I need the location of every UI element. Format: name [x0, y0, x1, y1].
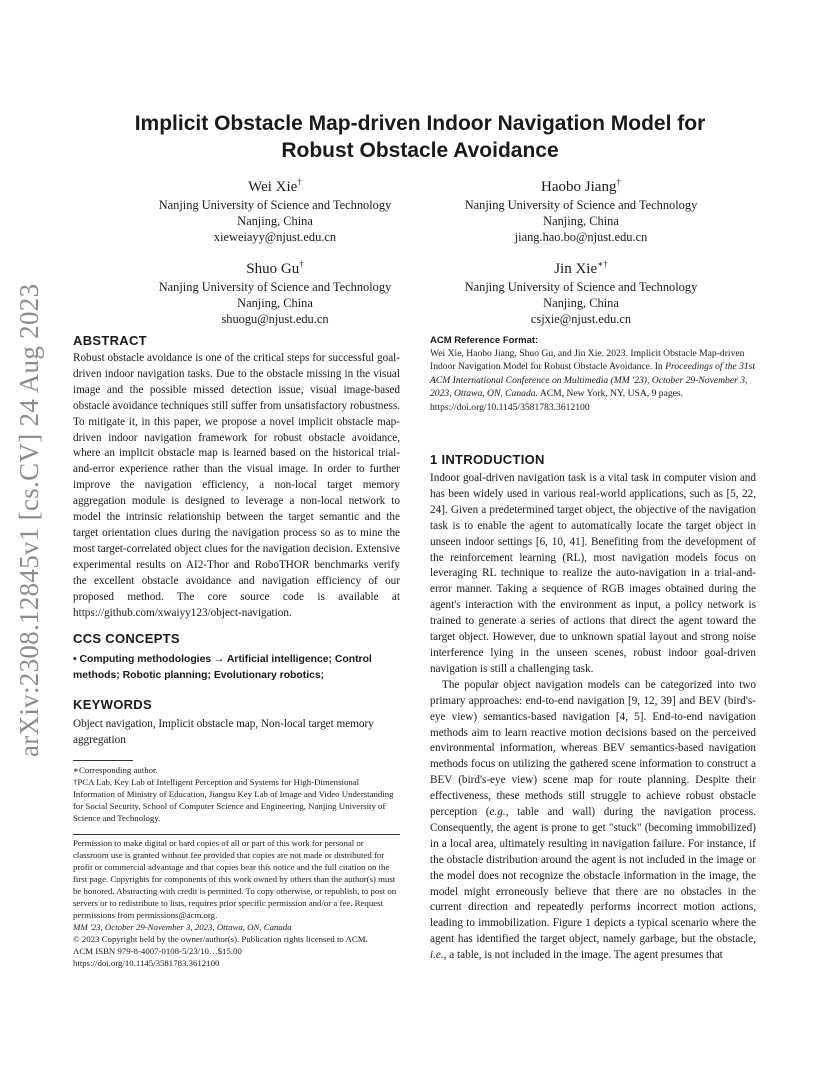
introduction-heading: 1 INTRODUCTION [430, 452, 545, 467]
author-name: Jin Xie [554, 261, 598, 277]
footnote-affiliation: †PCA Lab, Key Lab of Intelligent Perception and Systems for High-Dimensional Information of Ministry of Education, Jiangsu Key Lab of Image and Video Understanding for Social Security, School of Computer Science and Engineering, Nanjing University of Science and Technology. [73, 777, 394, 823]
paper-title-line-1: Implicit Obstacle Map-driven Indoor Navigation Model for [134, 112, 706, 135]
author-location: Nanjing, China [237, 214, 313, 228]
acm-reference-authors: Wei Xie, Haobo Jiang, Shuo Gu, and Jin Xie. 2023. Implicit Obstacle Map-driven Indoor Navigation Model for Robust Obstacle Avoidance. In [430, 348, 745, 373]
author-block-2 [416, 172, 746, 245]
author-affiliation: Nanjing University of Science and Technology [158, 198, 392, 212]
copyright-line: © 2023 Copyright held by the owner/author(s). Publication rights licensed to ACM. [73, 934, 368, 944]
acm-reference [430, 334, 756, 414]
permission-divider [73, 834, 400, 835]
introduction-paragraph-1: Indoor goal-driven navigation task is a vital task in computer vision and has been widely used in various real-world applications, such as [5, 22, 24]. Given a predetermined target object, the objective of the navigation task is to enable the agent to automatically locate the target object in unseen indoor settings [6, 10, 41]. Benefiting from the development of the reinforcement learning (RL), most navigation models focus on leveraging RL technique to realize the auto-navigation in a trial-and-error manner. Taking a sequence of RGB images obtained during the agent's interaction with the environment as input, a policy network is trained to generate a series of actions that direct the agent toward the target object. However, due to unknown spatial layout and strong noise interference lying in the unseen scenes, robust indoor goal-driven navigation is still a challenging task. [430, 472, 756, 675]
author-location: Nanjing, China [543, 214, 619, 228]
author-location: Nanjing, China [543, 296, 619, 310]
keywords-text: Object navigation, Implicit obstacle map, Non-local target memory aggregation [73, 718, 374, 746]
ccs-text: • Computing methodologies → Artificial intelligence; Control methods; Robotic planning; Evolutionary robotics; [73, 654, 372, 681]
doi-line: https://doi.org/10.1145/3581783.3612100 [73, 958, 220, 968]
author-affiliation: Nanjing University of Science and Technology [464, 198, 698, 212]
permission-block [73, 837, 400, 969]
author-location: Nanjing, China [237, 296, 313, 310]
author-affiliation: Nanjing University of Science and Technology [464, 280, 698, 294]
introduction-paragraph-2-part-c: , a table, is not included in the image. The agent presumes that [443, 949, 723, 962]
acm-reference-proceedings: Proceedings of the 31st ACM International Conference on Multimedia (MM '23), October 29-November 3, 2023, Ottawa, ON, Canada. [430, 361, 756, 400]
author-email: xieweiayy@njust.edu.cn [213, 230, 337, 244]
introduction-paragraph-2 [430, 678, 756, 964]
conference-line: MM '23, October 29-November 3, 2023, Ottawa, ON, Canada [73, 922, 292, 932]
author-email: csjxie@njust.edu.cn [530, 312, 632, 326]
author-name: Haobo Jiang [541, 179, 617, 195]
abstract-heading: ABSTRACT [73, 333, 147, 348]
author-name: Wei Xie [248, 179, 298, 195]
footnote-divider [73, 760, 133, 761]
introduction-paragraph-2-part-b: , table and wall) during the navigation process. Consequently, the agent is prone to get "stuck" (becoming immobilized) in a local area, ultimately resulting in navigation failure. For instance, if the obstacle distribution around the agent is not included in the image or the model does not recognize the obstacle information in the image, the model might erroneously believe that there are no obstacles in the current direction and repeatedly performs incorrect motion actions, leading to immobilization. Figure 1 depicts a typical scenario where the agent has identified the target object, namely garbage, but the obstacle, [430, 806, 756, 946]
arxiv-identifier: arXiv:2308.12845v1 [cs.CV] 24 Aug 2023 [14, 283, 44, 757]
acm-reference-text [430, 347, 756, 414]
footnotes [73, 764, 400, 824]
isbn-line: ACM ISBN 979-8-4007-0108-5/23/10…$15.00 [73, 946, 242, 956]
permission-text: Permission to make digital or hard copies of all or part of this work for personal or classroom use is granted without fee provided that copies are not made or distributed for profit or commercial advantage and that copies bear this notice and the full citation on the first page. Copyrights for components of this work owned by others than the author(s) must be honored. Abstracting with credit is permitted. To copy otherwise, or republish, to post on servers or to redistribute to lists, requires prior specific permission and/or a fee. Request permissions from permissions@acm.org. [73, 838, 397, 920]
author-name: Shuo Gu [246, 261, 300, 277]
abstract-text: Robust obstacle avoidance is one of the critical steps for successful goal-driven indoor navigation tasks. Due to the obstacle missing in the visual image and the possible missed detection issue, visual image-based obstacle avoidance techniques still suffer from unsatisfactory robustness. To mitigate it, in this paper, we propose a novel implicit obstacle map-driven indoor navigation framework for robust obstacle avoidance, where an implicit obstacle map is learned based on the historical trial-and-error experience rather than the visual image. In order to further improve the navigation efficiency, a non-local target memory aggregation module is designed to leverage a non-local network to model the intrinsic relationship between the target semantic and the target orientation clues during the navigation process so as to mine the most target-correlated object clues for the navigation decision. Extensive experimental results on AI2-Thor and RoboTHOR benchmarks verify the excellent obstacle avoidance and navigation efficiency of our proposed method. The core source code is available at https://github.com/xwaiyy123/object-navigation. [73, 352, 400, 619]
author-mark: † [616, 177, 621, 187]
keywords-heading: KEYWORDS [73, 697, 152, 712]
author-block-1 [110, 172, 440, 245]
author-email: shuogu@njust.edu.cn [221, 312, 329, 326]
ccs-heading: CCS CONCEPTS [73, 631, 180, 646]
ccs-section [73, 630, 400, 684]
author-block-3 [110, 254, 440, 327]
acm-reference-publisher: ACM, New York, NY, USA, 9 pages. https://doi.org/10.1145/3581783.3612100 [430, 388, 684, 413]
author-mark: ∗† [597, 259, 608, 269]
author-block-4 [416, 254, 746, 327]
introduction-ie: i.e. [430, 949, 444, 962]
footnote-corresponding: ∗Corresponding author. [73, 765, 158, 775]
author-mark: † [297, 177, 302, 187]
author-email: jiang.hao.bo@njust.edu.cn [514, 230, 648, 244]
introduction-eg: e.g. [489, 806, 506, 819]
author-affiliation: Nanjing University of Science and Technology [158, 280, 392, 294]
introduction-section [430, 451, 756, 964]
paper-title-line-2: Robust Obstacle Avoidance [281, 139, 559, 162]
left-column [73, 332, 400, 621]
author-mark: † [299, 259, 304, 269]
introduction-paragraph-2-part-a: The popular object navigation models can be categorized into two primary approaches: end-to-end navigation [9, 12, 39] and BEV (bird's-eye view) semantics-based navigation [4, 5]. End-to-end navigation methods aim to learn reactive motion decisions based on the perceived environmental information, whereas BEV semantics-based navigation methods focus on utilizing the gathered scene information to construct a BEV (bird's-eye view) scene map for route planning. Despite their effectiveness, these methods still struggle to achieve robust obstacle perception ( [430, 678, 756, 819]
keywords-section [73, 696, 400, 749]
acm-reference-heading: ACM Reference Format: [430, 335, 539, 346]
paper-title [60, 110, 780, 164]
